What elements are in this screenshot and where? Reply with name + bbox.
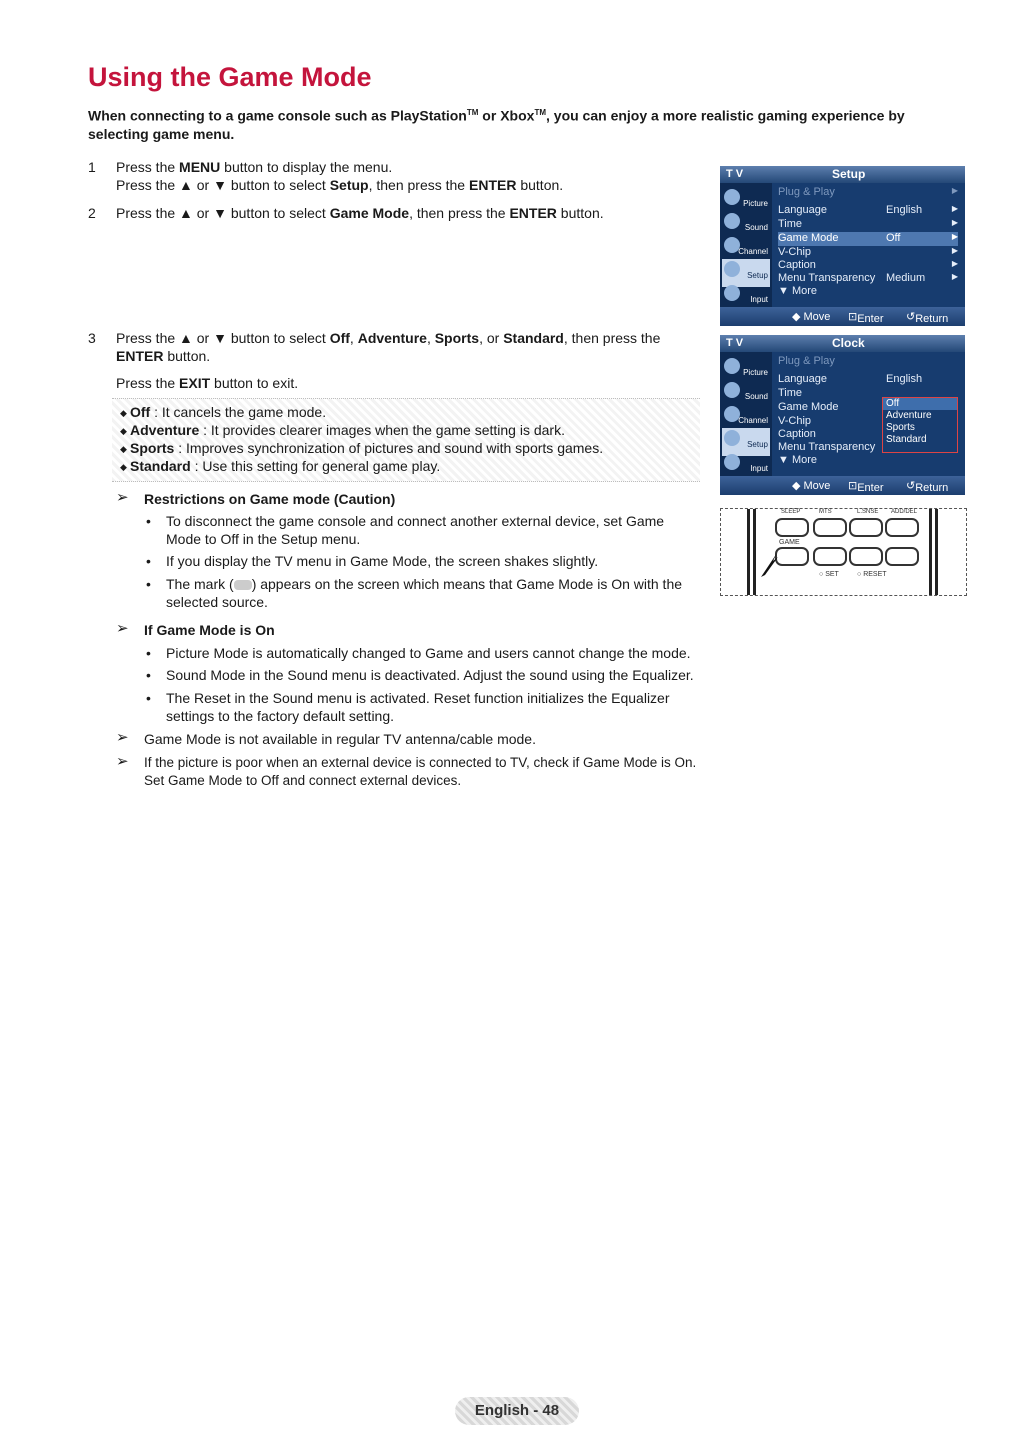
sidebar-item-setup: Setup bbox=[722, 428, 770, 456]
step-2 bbox=[88, 204, 708, 222]
remote-button bbox=[849, 547, 883, 566]
note-arrow-icon: ➢ bbox=[116, 753, 129, 770]
menu-row: Menu Transparency Medium ▶ bbox=[778, 272, 958, 284]
setup-icon bbox=[724, 430, 740, 446]
game-mode-on-title: If Game Mode is On bbox=[144, 622, 275, 638]
poor-picture-note: ➢ If the picture is poor when an external device is connected to TV, check if Game Mode is On. Set Game Mode to Off and connect external devices. bbox=[116, 753, 697, 788]
menu-sidebar bbox=[720, 183, 772, 307]
menu-row: Time bbox=[778, 387, 803, 399]
step-text: Press the MENU button to display the menu. Press the ▲ or ▼ button to select Setup, then press the ENTER button. bbox=[116, 159, 564, 193]
menu-title-bar: T V Setup bbox=[720, 166, 965, 183]
tv-setup-menu bbox=[720, 166, 965, 326]
menu-row: ▼ More bbox=[778, 285, 818, 297]
antenna-note: ➢ Game Mode is not available in regular TV antenna/cable mode. bbox=[116, 729, 536, 747]
intro-text: When connecting to a game console such as PlayStation™ or Xbox™, you can enjoy a more realistic gaming experience by selecting game menu. bbox=[88, 107, 905, 142]
menu-row: Plug & Play ▶ bbox=[778, 186, 958, 198]
sidebar-item-sound: Sound bbox=[722, 211, 770, 239]
list-item: • To disconnect the game console and connect another external device, set Game Mode to Off in the Setup menu. bbox=[146, 513, 665, 547]
return-icon: ↺ Return bbox=[906, 480, 949, 494]
menu-footer: ◆ Move ⊡ Enter ↺ Return bbox=[720, 476, 965, 495]
list-item: • Sound Mode in the Sound menu is deactivated. Adjust the sound using the Equalizer. bbox=[146, 667, 694, 683]
sidebar-item-input: Input bbox=[722, 452, 770, 480]
menu-row: Caption ▶ bbox=[778, 259, 958, 271]
reset-label: ○ RESET bbox=[857, 571, 887, 578]
enter-icon: ⊡ Enter bbox=[848, 311, 884, 325]
game-mode-dropdown bbox=[882, 397, 958, 453]
sidebar-item-picture: Picture bbox=[722, 187, 770, 215]
note-arrow-icon: ➢ bbox=[116, 620, 129, 637]
game-mode-options bbox=[112, 398, 700, 482]
page-number: English - 48 bbox=[455, 1397, 579, 1425]
step-text: Press the ▲ or ▼ button to select Off, Adventure, Sports, or Standard, then press the ENTER button. bbox=[116, 330, 661, 364]
list-item: • The mark ( ) appears on the screen which means that Game Mode is On with the selected source. bbox=[146, 576, 683, 610]
note-arrow-icon: ➢ bbox=[116, 489, 129, 506]
option-adventure: ◆ Adventure : It provides clearer images when the game setting is dark. bbox=[120, 422, 565, 438]
restrictions-title: Restrictions on Game mode (Caution) bbox=[144, 491, 396, 507]
dropdown-option: Standard bbox=[886, 434, 927, 445]
menu-row: Language English bbox=[778, 373, 923, 385]
step-number: 3 bbox=[88, 330, 96, 346]
menu-row: Game Mode bbox=[778, 401, 839, 413]
mts-button bbox=[813, 518, 847, 537]
game-mode-icon bbox=[234, 580, 252, 590]
menu-row: Plug & Play bbox=[778, 355, 835, 367]
add-del-button bbox=[885, 518, 919, 537]
sound-icon bbox=[724, 382, 740, 398]
remote-button bbox=[885, 547, 919, 566]
game-button bbox=[775, 547, 809, 566]
lsense-button bbox=[849, 518, 883, 537]
menu-row: V-Chip ▶ bbox=[778, 246, 958, 258]
picture-icon bbox=[724, 189, 740, 205]
setup-icon bbox=[724, 261, 740, 277]
restrictions-note bbox=[116, 490, 706, 508]
step-number: 1 bbox=[88, 159, 96, 175]
tv-game-mode-menu bbox=[720, 335, 965, 495]
remote-illustration: SLEEP MTS L.SNSE ADD/DEL GAME ○ SET ○ RESET bbox=[720, 508, 967, 596]
menu-row: Language English ▶ bbox=[778, 204, 958, 216]
input-icon bbox=[724, 285, 740, 301]
option-standard: ◆ Standard : Use this setting for general game play. bbox=[120, 458, 441, 474]
page-title: Using the Game Mode bbox=[88, 62, 372, 92]
option-sports: ◆ Sports : Improves synchronization of pictures and sound with sports games. bbox=[120, 440, 604, 456]
dropdown-option: Sports bbox=[886, 422, 915, 433]
menu-row: ▼ More bbox=[778, 454, 818, 466]
step-number: 2 bbox=[88, 205, 96, 221]
sleep-button bbox=[775, 518, 809, 537]
sidebar-item-channel: Channel bbox=[722, 404, 770, 432]
menu-row: Menu Transparency bbox=[778, 441, 876, 453]
sidebar-item-sound: Sound bbox=[722, 380, 770, 408]
game-mode-on-note bbox=[116, 621, 706, 639]
remote-button bbox=[813, 547, 847, 566]
return-icon: ↺ Return bbox=[906, 311, 949, 325]
option-off: ◆ Off : It cancels the game mode. bbox=[120, 404, 327, 420]
set-label: ○ SET bbox=[819, 571, 839, 578]
enter-icon: ⊡ Enter bbox=[848, 480, 884, 494]
exit-instruction: Press the EXIT button to exit. bbox=[116, 375, 299, 391]
sound-icon bbox=[724, 213, 740, 229]
list-item: • The Reset in the Sound menu is activated. Reset function initializes the Equalizer settings to the factory default setting. bbox=[146, 690, 670, 724]
list-item: • Picture Mode is automatically changed to Game and users cannot change the mode. bbox=[146, 645, 691, 661]
list-item: • If you display the TV menu in Game Mode, the screen shakes slightly. bbox=[146, 553, 599, 569]
menu-footer: ◆ Move ⊡ Enter ↺ Return bbox=[720, 307, 965, 326]
menu-row: V-Chip bbox=[778, 415, 812, 427]
menu-title-bar: T V Clock bbox=[720, 335, 965, 352]
pointer-arrow-icon bbox=[759, 549, 779, 579]
menu-sidebar bbox=[720, 352, 772, 476]
menu-row-selected: Game Mode Off ▶ bbox=[778, 232, 958, 244]
picture-icon bbox=[724, 358, 740, 374]
step-1 bbox=[88, 158, 708, 194]
step-text: Press the ▲ or ▼ button to select Game Mode, then press the ENTER button. bbox=[116, 205, 604, 221]
sidebar-item-channel: Channel bbox=[722, 235, 770, 263]
sidebar-item-setup: Setup bbox=[722, 259, 770, 287]
note-arrow-icon: ➢ bbox=[116, 729, 129, 746]
sidebar-item-picture: Picture bbox=[722, 356, 770, 384]
menu-row: Caption bbox=[778, 428, 816, 440]
dropdown-option: Off bbox=[883, 398, 957, 410]
menu-row: Time ▶ bbox=[778, 218, 958, 230]
dropdown-option: Adventure bbox=[886, 410, 932, 421]
step-3 bbox=[88, 329, 708, 393]
input-icon bbox=[724, 454, 740, 470]
sidebar-item-input: Input bbox=[722, 283, 770, 311]
